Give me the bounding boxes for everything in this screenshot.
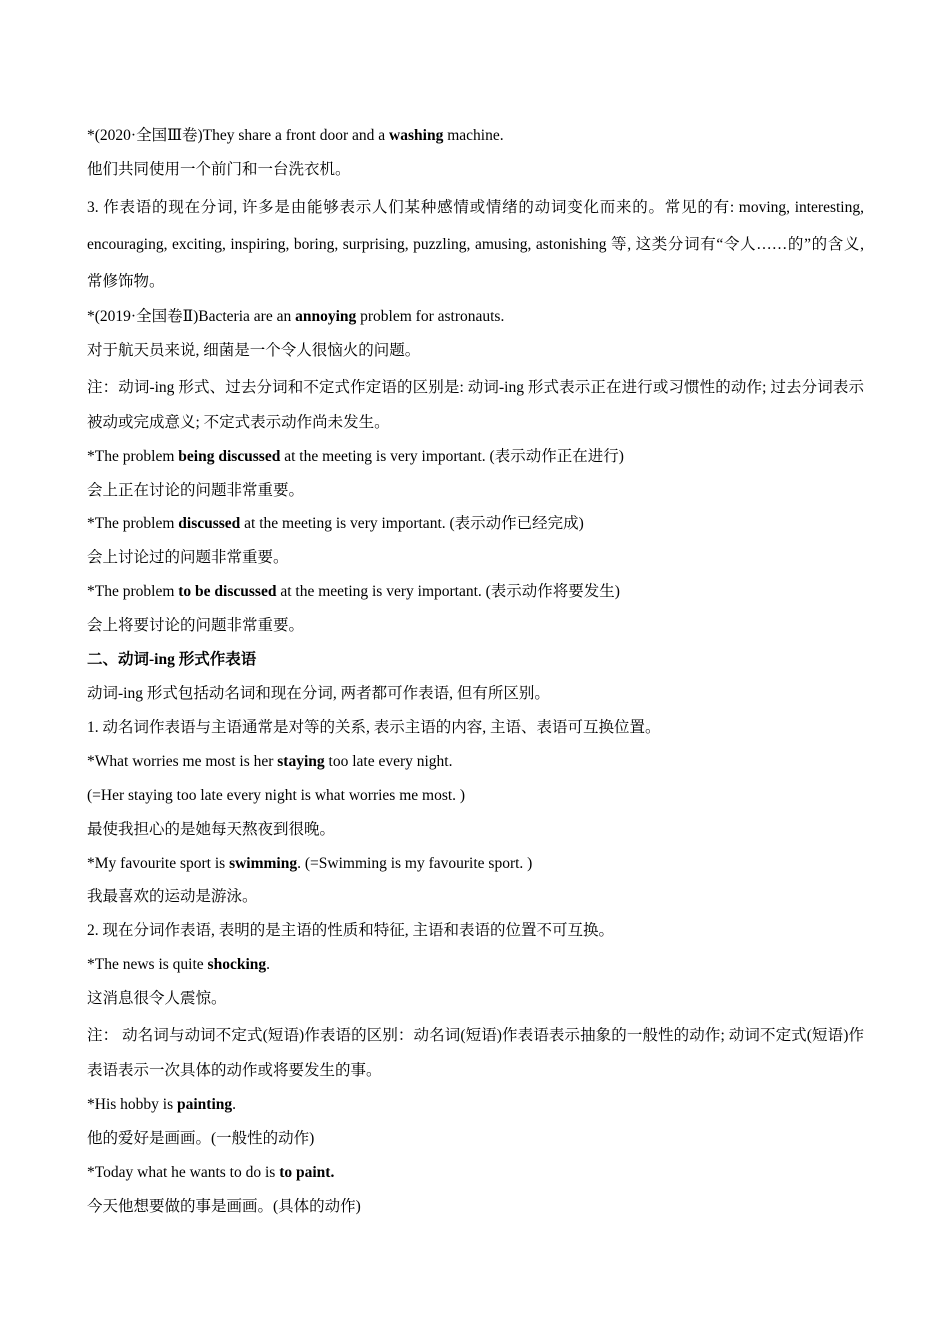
example-sentence: *(2019·全国卷Ⅱ)Bacteria are an annoying problem for astronauts.	[87, 307, 505, 325]
translation-line: 我最喜欢的运动是游泳。	[87, 888, 258, 906]
example-sentence: *The problem to be discussed at the meeting is very important. (表示动作将要发生)	[87, 583, 620, 601]
rule-line: 动词-ing 形式包括动名词和现在分词, 两者都可作表语, 但有所区别。	[87, 684, 550, 702]
example-sentence: *What worries me most is her staying too late every night.	[87, 752, 453, 770]
translation-line: 会上正在讨论的问题非常重要。	[87, 481, 305, 499]
example-sentence: *Today what he wants to do is to paint.	[87, 1163, 335, 1181]
note-paragraph: 注： 动名词与动词不定式(短语)作表语的区别：动名词(短语)作表语表示抽象的一般性的动作; 动词不定式(短语)作表语表示一次具体的动作或将要发生的事。	[87, 1027, 864, 1080]
translation-line: 他的爱好是画画。(一般性的动作)	[87, 1129, 315, 1147]
rule-paragraph: 3. 作表语的现在分词, 许多是由能够表示人们某种感情或情绪的动词变化而来的。常见的有: moving, interesting, encouraging, exciting, inspiring, boring, surprising, puzzling, amusing, astonishing 等, 这类分词有“令人……的”的含义, 常修饰物。	[87, 198, 864, 290]
translation-line: 他们共同使用一个前门和一台洗衣机。	[87, 160, 351, 178]
translation-line: 会上讨论过的问题非常重要。	[87, 549, 289, 567]
example-sentence: *The problem being discussed at the meeting is very important. (表示动作正在进行)	[87, 447, 624, 465]
translation-line: 这消息很令人震惊。	[87, 990, 227, 1008]
rule-line: 1. 动名词作表语与主语通常是对等的关系, 表示主语的内容, 主语、表语可互换位置。	[87, 718, 661, 736]
example-sentence: *My favourite sport is swimming. (=Swimming is my favourite sport. )	[87, 854, 533, 872]
rule-line: 2. 现在分词作表语, 表明的是主语的性质和特征, 主语和表语的位置不可互换。	[87, 922, 615, 940]
section-heading: 二、动词-ing 形式作表语	[87, 651, 257, 669]
document-page	[87, 119, 864, 1224]
translation-line: 今天他想要做的事是画画。(具体的动作)	[87, 1197, 361, 1215]
example-sentence: *The news is quite shocking.	[87, 956, 271, 974]
note-paragraph: 注：动词-ing 形式、过去分词和不定式作定语的区别是: 动词-ing 形式表示正在进行或习惯性的动作; 过去分词表示被动或完成意义; 不定式表示动作尚未发生。	[87, 378, 864, 431]
example-sentence: *(2020·全国Ⅲ卷)They share a front door and a washing machine.	[87, 127, 504, 144]
example-sentence: (=Her staying too late every night is what worries me most. )	[87, 786, 466, 804]
translation-line: 对于航天员来说, 细菌是一个令人很恼火的问题。	[87, 341, 421, 359]
example-sentence: *His hobby is painting.	[87, 1096, 237, 1114]
example-sentence: *The problem discussed at the meeting is very important. (表示动作已经完成)	[87, 515, 584, 533]
translation-line: 会上将要讨论的问题非常重要。	[87, 617, 305, 635]
translation-line: 最使我担心的是她每天熬夜到很晚。	[87, 820, 336, 838]
